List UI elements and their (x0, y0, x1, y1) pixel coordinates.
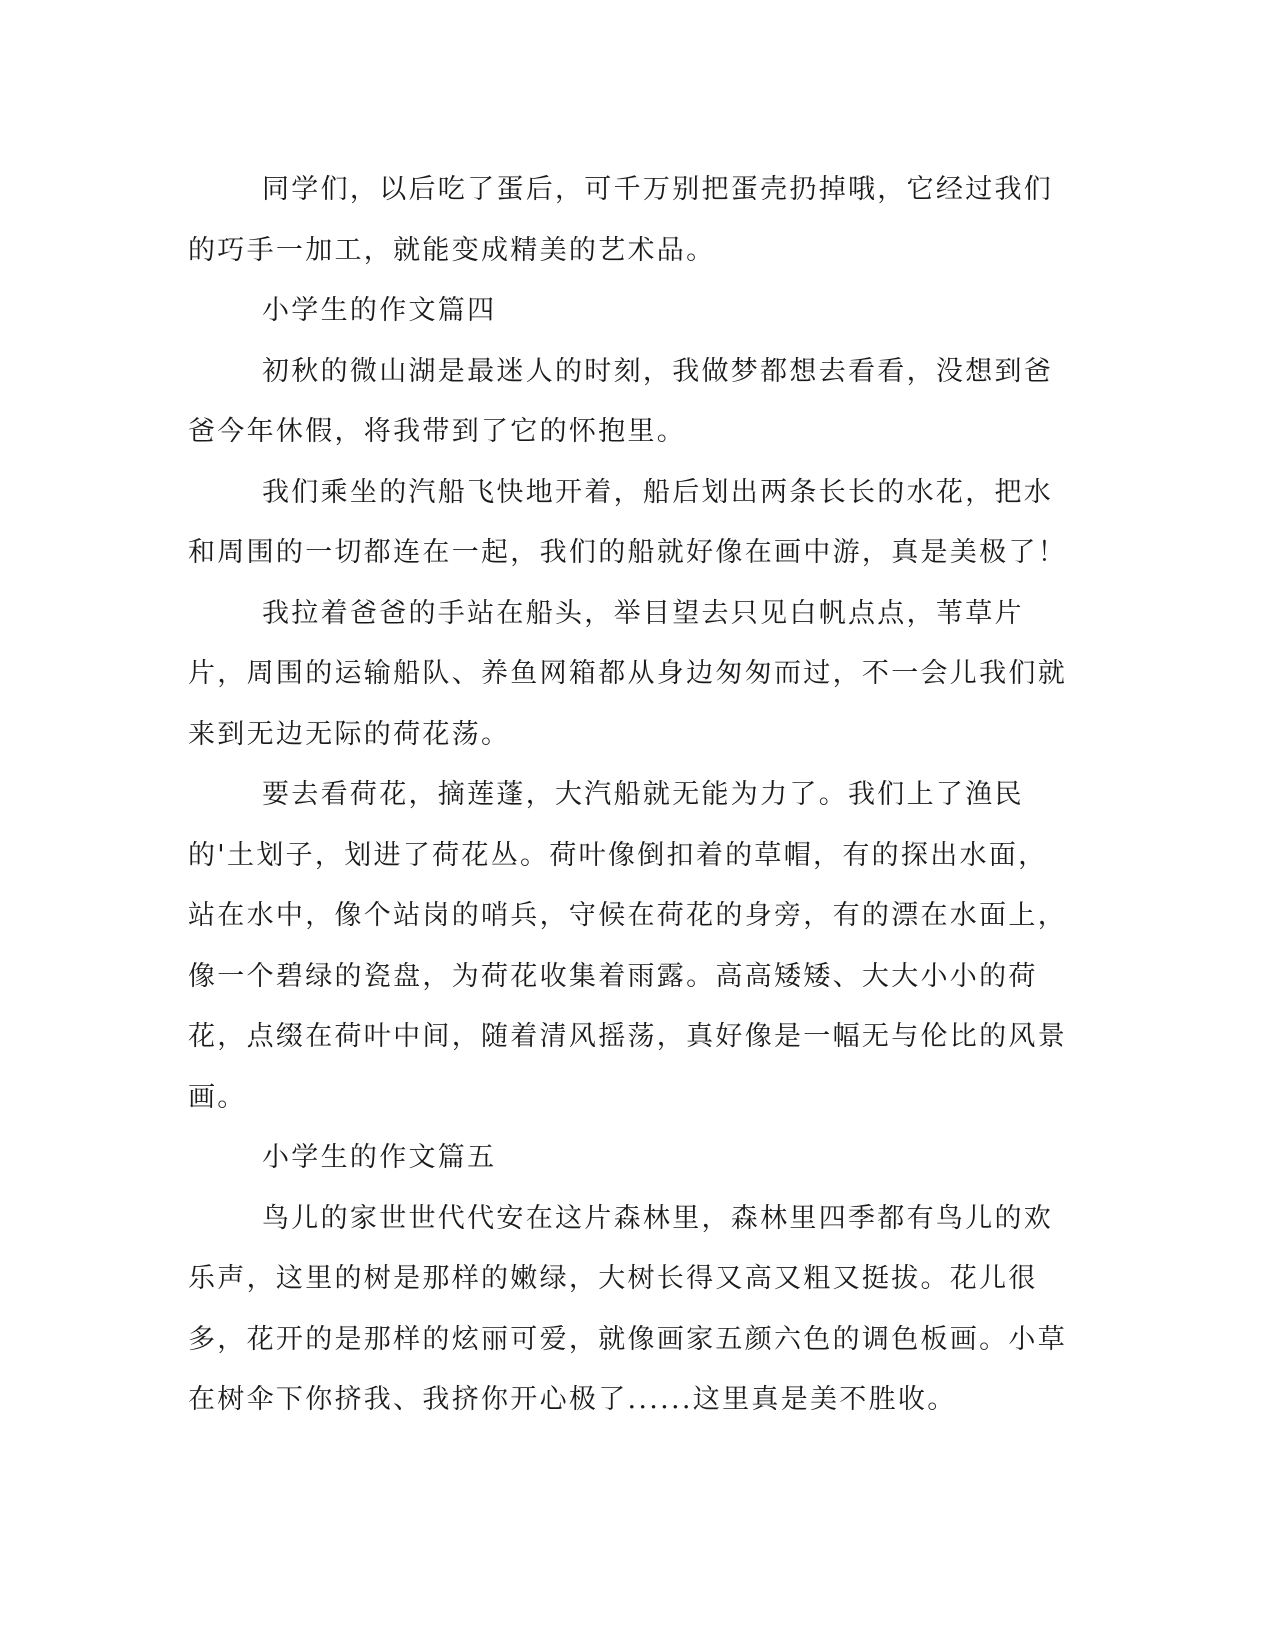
paragraph-weishan-lake-intro: 初秋的微山湖是最迷人的时刻，我做梦都想去看看，没想到爸爸今年休假，将我带到了它的怀抱里。 (188, 355, 1054, 447)
section-heading-four: 小学生的作文篇四 (262, 295, 497, 326)
paragraph-eggshell-ending: 同学们，以后吃了蛋后，可千万别把蛋壳扔掉哦，它经过我们的巧手一加工，就能变成精美的艺术品。 (188, 174, 1054, 266)
paragraph-steamboat: 我们乘坐的汽船飞快地开着，船后划出两条长长的水花，把水和周围的一切都连在一起，我们的船就好像在画中游，真是美极了！ (188, 476, 1067, 568)
paragraph-lotus-pond: 要去看荷花，摘莲蓬，大汽船就无能为力了。我们上了渔民的'土划子，划进了荷花丛。荷叶像倒扣着的草帽，有的探出水面，站在水中，像个站岗的哨兵，守候在荷花的身旁，有的漂在水面上，像一个碧绿的瓷盘，为荷花收集着雨露。高高矮矮、大大小小的荷花，点缀在荷叶中间，随着清风摇荡，真好像是一幅无与伦比的风景画。 (188, 779, 1067, 1113)
document-body (188, 160, 1068, 1431)
paragraph-bird-forest: 鸟儿的家世世代代安在这片森林里，森林里四季都有鸟儿的欢乐声，这里的树是那样的嫩绿，大树长得又高又粗又挺拔。花儿很多，花开的是那样的炫丽可爱，就像画家五颜六色的调色板画。小草在树伞下你挤我、我挤你开心极了......这里真是美不胜收。 (188, 1202, 1067, 1415)
paragraph-ship-bow: 我拉着爸爸的手站在船头，举目望去只见白帆点点，苇草片片，周围的运输船队、养鱼网箱都从身边匆匆而过，不一会儿我们就来到无边无际的荷花荡。 (188, 597, 1067, 750)
section-heading-five: 小学生的作文篇五 (262, 1142, 497, 1173)
